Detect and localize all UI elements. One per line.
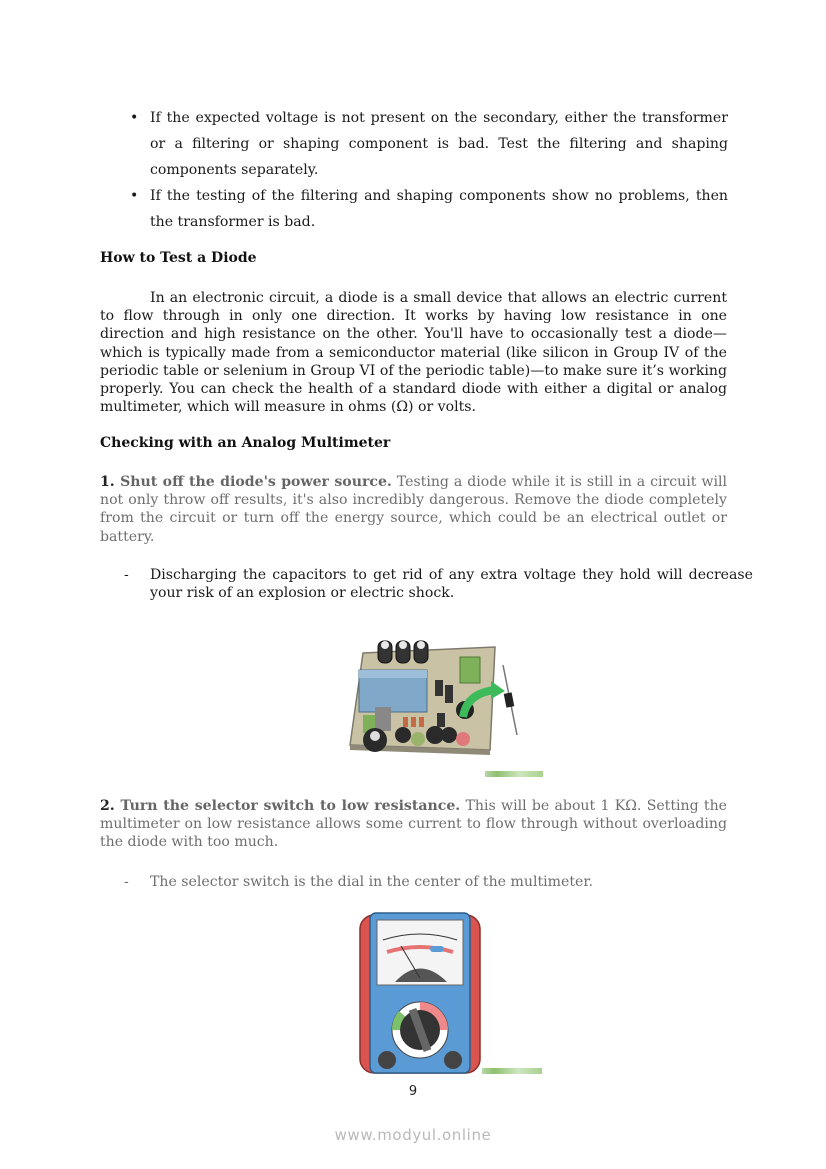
step-2-note-text: The selector switch is the dial in the center of the multimeter. — [150, 874, 593, 890]
step-2-body: This will be about 1 KΩ. Setting the multimeter on low resistance allows some current to flow through without overloading the diode with too much. — [100, 798, 727, 851]
bullet-text: If the testing of the filtering and shaping components show no problems, then the transformer is bad. — [150, 188, 728, 230]
step-2-paragraph — [100, 797, 727, 852]
circuit-board-figure — [345, 635, 545, 780]
dash-icon: - — [124, 567, 129, 583]
bullet-text: If the expected voltage is not present on the secondary, either the transformer or a filtering or shaping component is bad. Test the filtering and shaping components separately. — [150, 110, 728, 178]
bullet-list — [122, 105, 728, 235]
circuit-board-illustration — [345, 635, 545, 780]
bullet-icon: • — [130, 188, 139, 204]
step-1-body: Testing a diode while it is still in a circuit will not only throw off results, it's also incredibly dangerous. Remove the diode completely from the circuit or turn off the energy source, which could be an electrical outlet or battery. — [100, 474, 727, 545]
step-1-note-text: Discharging the capacitors to get rid of any extra voltage they hold will decrease your risk of an explosion or electric shock. — [150, 567, 753, 602]
footer-url: www.modyul.online — [334, 1126, 492, 1144]
multimeter-illustration — [355, 910, 545, 1078]
diode-icon — [504, 692, 515, 707]
step-1-title: Shut off the diode's power source. — [120, 474, 392, 490]
bullet-item — [122, 105, 728, 183]
page-number: 9 — [408, 1084, 418, 1099]
section-heading-test-diode: How to Test a Diode — [100, 250, 257, 266]
bullet-icon: • — [130, 110, 139, 126]
step-2-note — [124, 873, 753, 891]
intro-paragraph: In an electronic circuit, a diode is a small device that allows an electric current to flow through in only one direction. It works by having low resistance in one direction and high resistance on the other. You'll have to occasionally test a diode—which is typically made from a semiconductor material (like silicon in Group IV of the periodic table or selenium in Group VI of the periodic table)—to make sure it’s working properly. You can check the health of a standard diode with either a digital or analog multimeter, which will measure in ohms (Ω) or volts. — [100, 290, 727, 416]
section-heading-analog-multimeter: Checking with an Analog Multimeter — [100, 435, 391, 451]
step-2-number: 2. — [100, 798, 115, 814]
step-1-number: 1. — [100, 474, 115, 490]
step-1-note — [124, 566, 753, 602]
dash-icon: - — [124, 874, 129, 890]
watermark-badge — [482, 1068, 542, 1074]
bullet-item — [122, 183, 728, 235]
watermark-badge — [485, 771, 543, 777]
multimeter-figure — [355, 910, 545, 1078]
step-1-paragraph — [100, 473, 727, 546]
step-2-title: Turn the selector switch to low resistance. — [120, 798, 461, 814]
